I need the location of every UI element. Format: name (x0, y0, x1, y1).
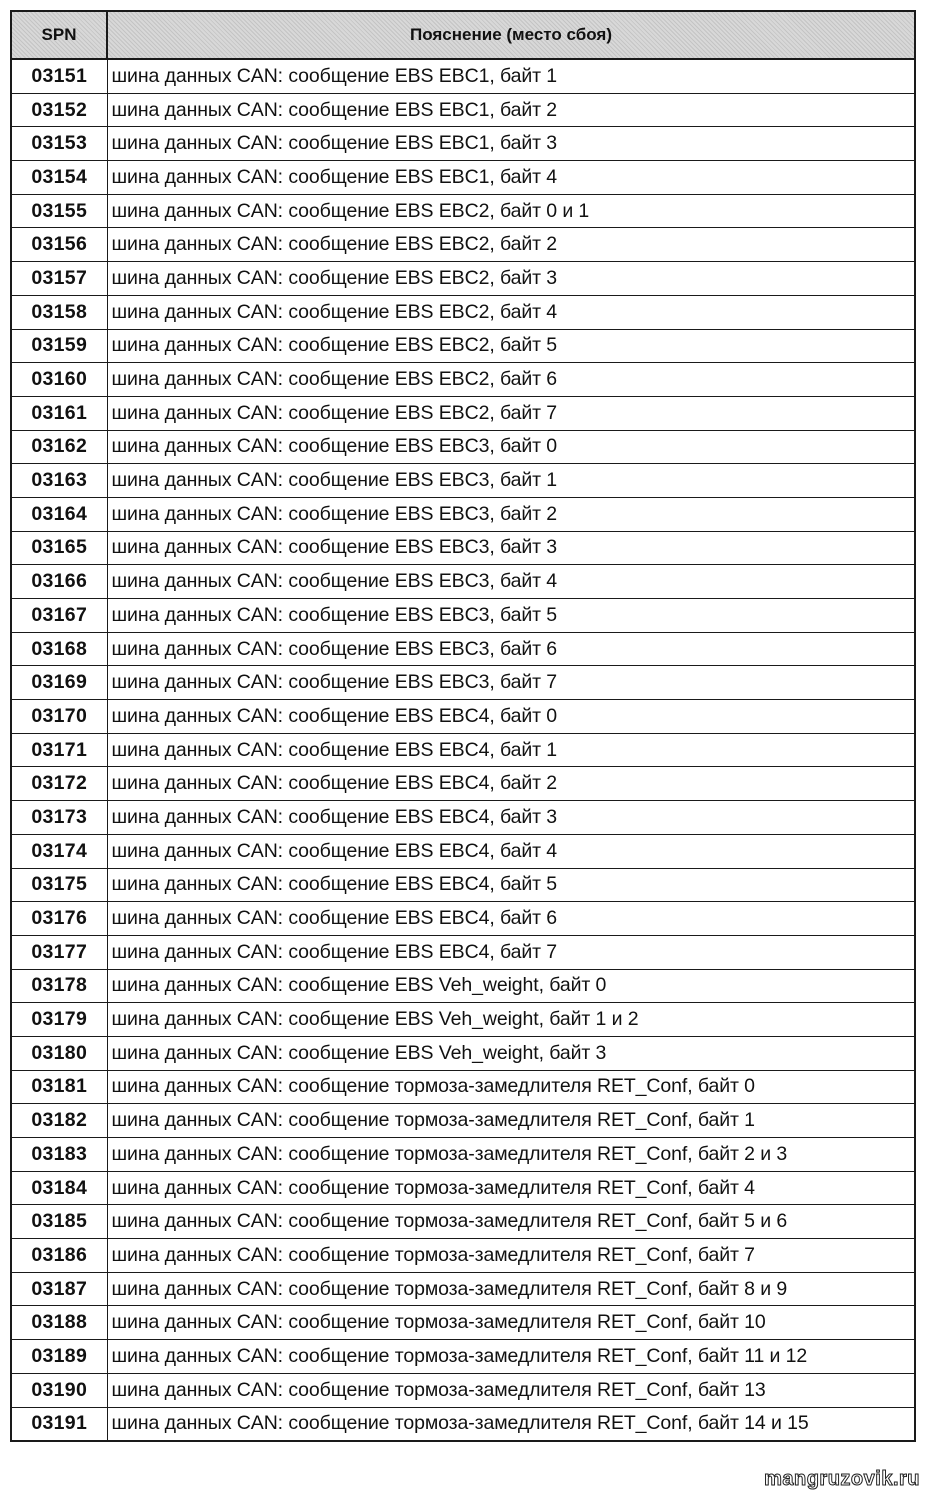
spn-description: шина данных CAN: сообщение EBS EBC4, байт 1 (107, 733, 915, 767)
spn-description: шина данных CAN: сообщение тормоза-замедлителя RET_Conf, байт 11 и 12 (107, 1340, 915, 1374)
spn-description: шина данных CAN: сообщение EBS EBC2, байт 3 (107, 262, 915, 296)
spn-code: 03188 (11, 1306, 107, 1340)
table-row (11, 1407, 915, 1441)
spn-description: шина данных CAN: сообщение EBS EBC1, байт 2 (107, 93, 915, 127)
spn-description: шина данных CAN: сообщение тормоза-замедлителя RET_Conf, байт 2 и 3 (107, 1138, 915, 1172)
watermark: mangruzovik.ru (764, 1468, 920, 1490)
spn-code: 03183 (11, 1138, 107, 1172)
spn-description: шина данных CAN: сообщение EBS EBC4, байт 2 (107, 767, 915, 801)
spn-description: шина данных CAN: сообщение тормоза-замедлителя RET_Conf, байт 7 (107, 1239, 915, 1273)
table-row (11, 329, 915, 363)
table-row (11, 565, 915, 599)
table-body (11, 59, 915, 1441)
spn-code: 03151 (11, 59, 107, 93)
table-row (11, 1205, 915, 1239)
spn-description: шина данных CAN: сообщение EBS EBC3, байт 7 (107, 666, 915, 700)
spn-description: шина данных CAN: сообщение EBS EBC3, байт 3 (107, 531, 915, 565)
spn-code: 03160 (11, 363, 107, 397)
table-header-row (11, 11, 915, 59)
spn-code: 03174 (11, 834, 107, 868)
table-row (11, 969, 915, 1003)
spn-code: 03158 (11, 295, 107, 329)
spn-description: шина данных CAN: сообщение тормоза-замедлителя RET_Conf, байт 14 и 15 (107, 1407, 915, 1441)
table-row (11, 902, 915, 936)
spn-description: шина данных CAN: сообщение EBS EBC4, байт 7 (107, 935, 915, 969)
table-row (11, 1239, 915, 1273)
spn-code: 03175 (11, 868, 107, 902)
spn-code: 03167 (11, 599, 107, 633)
spn-code: 03168 (11, 632, 107, 666)
spn-description: шина данных CAN: сообщение EBS EBC3, байт 5 (107, 599, 915, 633)
spn-description: шина данных CAN: сообщение EBS EBC2, байт 4 (107, 295, 915, 329)
table-row (11, 666, 915, 700)
spn-description: шина данных CAN: сообщение тормоза-замедлителя RET_Conf, байт 1 (107, 1104, 915, 1138)
spn-code: 03170 (11, 700, 107, 734)
spn-code: 03154 (11, 161, 107, 195)
table-row (11, 733, 915, 767)
spn-code: 03165 (11, 531, 107, 565)
spn-description: шина данных CAN: сообщение EBS EBC2, байт 7 (107, 396, 915, 430)
table-row (11, 464, 915, 498)
spn-description: шина данных CAN: сообщение EBS EBC3, байт 2 (107, 497, 915, 531)
spn-code: 03179 (11, 1003, 107, 1037)
spn-code: 03163 (11, 464, 107, 498)
spn-code: 03176 (11, 902, 107, 936)
spn-description: шина данных CAN: сообщение EBS EBC1, байт 3 (107, 127, 915, 161)
spn-description: шина данных CAN: сообщение тормоза-замедлителя RET_Conf, байт 8 и 9 (107, 1272, 915, 1306)
table-row (11, 59, 915, 93)
table-row (11, 1373, 915, 1407)
table-row (11, 767, 915, 801)
spn-description: шина данных CAN: сообщение тормоза-замедлителя RET_Conf, байт 5 и 6 (107, 1205, 915, 1239)
spn-description: шина данных CAN: сообщение EBS EBC2, байт 5 (107, 329, 915, 363)
table-row (11, 834, 915, 868)
table-row (11, 295, 915, 329)
spn-code: 03178 (11, 969, 107, 1003)
spn-description: шина данных CAN: сообщение EBS EBC2, байт 2 (107, 228, 915, 262)
spn-description: шина данных CAN: сообщение EBS EBC4, байт 4 (107, 834, 915, 868)
table-row (11, 531, 915, 565)
spn-code: 03156 (11, 228, 107, 262)
spn-description: шина данных CAN: сообщение EBS EBC3, байт 6 (107, 632, 915, 666)
spn-description: шина данных CAN: сообщение EBS EBC2, байт 0 и 1 (107, 194, 915, 228)
spn-description: шина данных CAN: сообщение тормоза-замедлителя RET_Conf, байт 13 (107, 1373, 915, 1407)
spn-code: 03185 (11, 1205, 107, 1239)
table-row (11, 396, 915, 430)
table-row (11, 1272, 915, 1306)
table-row (11, 801, 915, 835)
table-row (11, 1340, 915, 1374)
spn-description: шина данных CAN: сообщение EBS EBC3, байт 1 (107, 464, 915, 498)
header-description: Пояснение (место сбоя) (107, 11, 915, 59)
spn-description: шина данных CAN: сообщение EBS Veh_weight, байт 1 и 2 (107, 1003, 915, 1037)
spn-code: 03152 (11, 93, 107, 127)
table-row (11, 935, 915, 969)
spn-code: 03157 (11, 262, 107, 296)
spn-code: 03159 (11, 329, 107, 363)
spn-description: шина данных CAN: сообщение EBS Veh_weight, байт 3 (107, 1036, 915, 1070)
table-row (11, 1138, 915, 1172)
spn-description: шина данных CAN: сообщение EBS EBC4, байт 3 (107, 801, 915, 835)
spn-description: шина данных CAN: сообщение EBS EBC1, байт 4 (107, 161, 915, 195)
spn-code: 03187 (11, 1272, 107, 1306)
spn-code: 03169 (11, 666, 107, 700)
spn-description: шина данных CAN: сообщение EBS EBC1, байт 1 (107, 59, 915, 93)
table-row (11, 161, 915, 195)
spn-description: шина данных CAN: сообщение тормоза-замедлителя RET_Conf, байт 10 (107, 1306, 915, 1340)
table-row (11, 1171, 915, 1205)
table-row (11, 868, 915, 902)
spn-description: шина данных CAN: сообщение EBS EBC4, байт 6 (107, 902, 915, 936)
table-row (11, 599, 915, 633)
spn-code: 03162 (11, 430, 107, 464)
table-row (11, 497, 915, 531)
spn-description: шина данных CAN: сообщение EBS EBC2, байт 6 (107, 363, 915, 397)
spn-code: 03172 (11, 767, 107, 801)
spn-description: шина данных CAN: сообщение тормоза-замедлителя RET_Conf, байт 4 (107, 1171, 915, 1205)
spn-code: 03191 (11, 1407, 107, 1441)
table-row (11, 194, 915, 228)
spn-code: 03184 (11, 1171, 107, 1205)
spn-code: 03155 (11, 194, 107, 228)
spn-code: 03153 (11, 127, 107, 161)
spn-description: шина данных CAN: сообщение EBS Veh_weight, байт 0 (107, 969, 915, 1003)
spn-description: шина данных CAN: сообщение EBS EBC4, байт 0 (107, 700, 915, 734)
spn-code: 03186 (11, 1239, 107, 1273)
table-row (11, 228, 915, 262)
spn-code: 03181 (11, 1070, 107, 1104)
spn-description: шина данных CAN: сообщение EBS EBC3, байт 0 (107, 430, 915, 464)
spn-code: 03161 (11, 396, 107, 430)
table-row (11, 1003, 915, 1037)
spn-code: 03180 (11, 1036, 107, 1070)
table-row (11, 1306, 915, 1340)
spn-description: шина данных CAN: сообщение тормоза-замедлителя RET_Conf, байт 0 (107, 1070, 915, 1104)
spn-code: 03189 (11, 1340, 107, 1374)
table-row (11, 430, 915, 464)
spn-description: шина данных CAN: сообщение EBS EBC3, байт 4 (107, 565, 915, 599)
spn-code: 03182 (11, 1104, 107, 1138)
spn-code: 03164 (11, 497, 107, 531)
table-row (11, 127, 915, 161)
table-row (11, 632, 915, 666)
spn-code: 03173 (11, 801, 107, 835)
table-row (11, 262, 915, 296)
spn-code: 03166 (11, 565, 107, 599)
spn-code: 03171 (11, 733, 107, 767)
spn-table (10, 10, 916, 1442)
header-spn: SPN (11, 11, 107, 59)
table-row (11, 363, 915, 397)
table-row (11, 1036, 915, 1070)
spn-description: шина данных CAN: сообщение EBS EBC4, байт 5 (107, 868, 915, 902)
spn-code: 03190 (11, 1373, 107, 1407)
spn-code: 03177 (11, 935, 107, 969)
table-row (11, 1104, 915, 1138)
table-row (11, 700, 915, 734)
table-row (11, 1070, 915, 1104)
table-row (11, 93, 915, 127)
